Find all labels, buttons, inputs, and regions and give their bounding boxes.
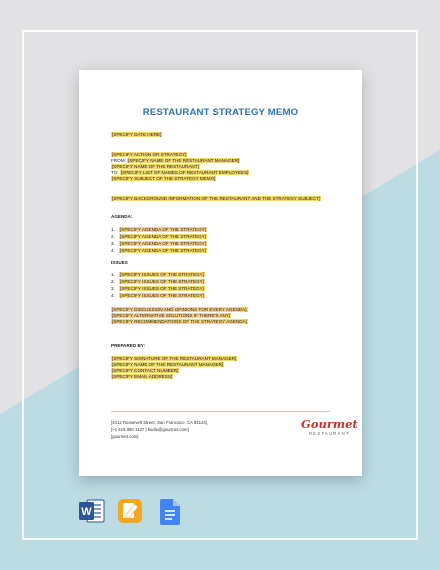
issue-number: 4. bbox=[111, 293, 115, 298]
recommendations-line bbox=[111, 319, 248, 325]
agenda-number: 1. bbox=[111, 227, 115, 232]
issue-placeholder: [SPECIFY ISSUES OF THE STRATEGY] bbox=[120, 272, 204, 277]
logo-subtitle: RESTAURANT bbox=[308, 431, 350, 436]
footer-contact: [+1 415 355 1127 | kodie@gourmet.com] bbox=[111, 427, 189, 432]
issue-item bbox=[111, 272, 205, 278]
background-line bbox=[111, 196, 321, 202]
issue-placeholder: [SPECIFY ISSUES OF THE STRATEGY] bbox=[120, 286, 204, 291]
manager-name-placeholder: [SPECIFY NAME OF THE RESTAURANT MANAGER] bbox=[112, 362, 224, 367]
to-placeholder: [SPECIFY LIST OF NAMES OF RESTAURANT EMPLOYEES] bbox=[120, 170, 249, 175]
agenda-number: 2. bbox=[111, 234, 115, 239]
contact-placeholder: [SPECIFY CONTACT NUMBER] bbox=[112, 368, 179, 373]
from-label: FROM: bbox=[111, 158, 126, 163]
recommendations-placeholder: [SPECIFY RECOMMENDATIONS OF THE STRATEGY AGENDA] bbox=[112, 319, 247, 324]
agenda-number: 3. bbox=[111, 241, 115, 246]
gourmet-logo bbox=[301, 418, 358, 436]
agenda-placeholder: [SPECIFY AGENDA OF THE STRATEGY] bbox=[120, 241, 207, 246]
agenda-item bbox=[111, 234, 207, 240]
issue-item bbox=[111, 279, 205, 285]
footer-website: [gourmet.com] bbox=[111, 434, 139, 439]
date-placeholder: [SPECIFY DATE HERE] bbox=[112, 132, 162, 137]
issue-number: 3. bbox=[111, 286, 115, 291]
agenda-number: 4. bbox=[111, 248, 115, 253]
svg-text:W: W bbox=[81, 506, 92, 518]
agenda-placeholder: [SPECIFY AGENDA OF THE STRATEGY] bbox=[120, 234, 207, 239]
to-label: TO: bbox=[111, 170, 119, 175]
agenda-item bbox=[111, 227, 207, 233]
subject-line bbox=[111, 176, 216, 182]
footer-divider bbox=[111, 411, 330, 412]
memo-page bbox=[79, 70, 362, 476]
issue-number: 1. bbox=[111, 272, 115, 277]
prepared-by-heading: PREPARED BY: bbox=[111, 343, 146, 348]
subject-placeholder: [SPECIFY SUBJECT OF THE STRATEGY MEMO] bbox=[112, 176, 216, 181]
restaurant-name-placeholder: [SPECIFY NAME OF THE RESTAURANT] bbox=[112, 164, 199, 169]
email-placeholder: [SPECIFY EMAIL ADDRESS] bbox=[112, 374, 173, 379]
issue-item bbox=[111, 293, 205, 299]
agenda-item bbox=[111, 241, 207, 247]
word-icon[interactable] bbox=[79, 499, 105, 528]
from-placeholder: [SPECIFY NAME OF THE RESTAURANT MANAGER] bbox=[128, 158, 240, 163]
email-line bbox=[111, 374, 173, 380]
memo-title: RESTAURANT STRATEGY MEMO bbox=[142, 107, 299, 118]
agenda-heading: AGENDA: bbox=[111, 214, 133, 219]
issue-placeholder: [SPECIFY ISSUES OF THE STRATEGY] bbox=[120, 293, 204, 298]
issue-item bbox=[111, 286, 205, 292]
footer-address: [4412 Roosevelt Street, San Francisco, CA 94134] bbox=[111, 420, 208, 425]
action-placeholder: [SPECIFY ACTION OR STRATEGY] bbox=[112, 152, 187, 157]
pages-icon[interactable] bbox=[118, 499, 142, 528]
logo-name: Gourmet bbox=[301, 417, 358, 431]
agenda-placeholder: [SPECIFY AGENDA OF THE STRATEGY] bbox=[120, 248, 207, 253]
date-line bbox=[111, 132, 162, 138]
alternatives-placeholder: [SPECIFY ALTERNATIVE SOLUTIONS IF THERE'S ANY] bbox=[112, 313, 231, 318]
agenda-placeholder: [SPECIFY AGENDA OF THE STRATEGY] bbox=[120, 227, 207, 232]
discussion-placeholder: [SPECIFY DISCUSSION AND OPINIONS FOR EVERY AGENDA] bbox=[112, 307, 247, 312]
issues-heading: ISSUES bbox=[111, 260, 128, 265]
issue-number: 2. bbox=[111, 279, 115, 284]
signature-placeholder: [SPECIFY SIGNATURE OF THE RESTAURANT MANAGER] bbox=[112, 356, 237, 361]
agenda-item bbox=[111, 248, 207, 254]
issue-placeholder: [SPECIFY ISSUES OF THE STRATEGY] bbox=[120, 279, 204, 284]
google-docs-icon[interactable] bbox=[160, 499, 180, 530]
background-placeholder: [SPECIFY BACKGROUND INFORMATION OF THE RESTAURANT AND THE STRATEGY SUBJECT] bbox=[112, 196, 321, 201]
